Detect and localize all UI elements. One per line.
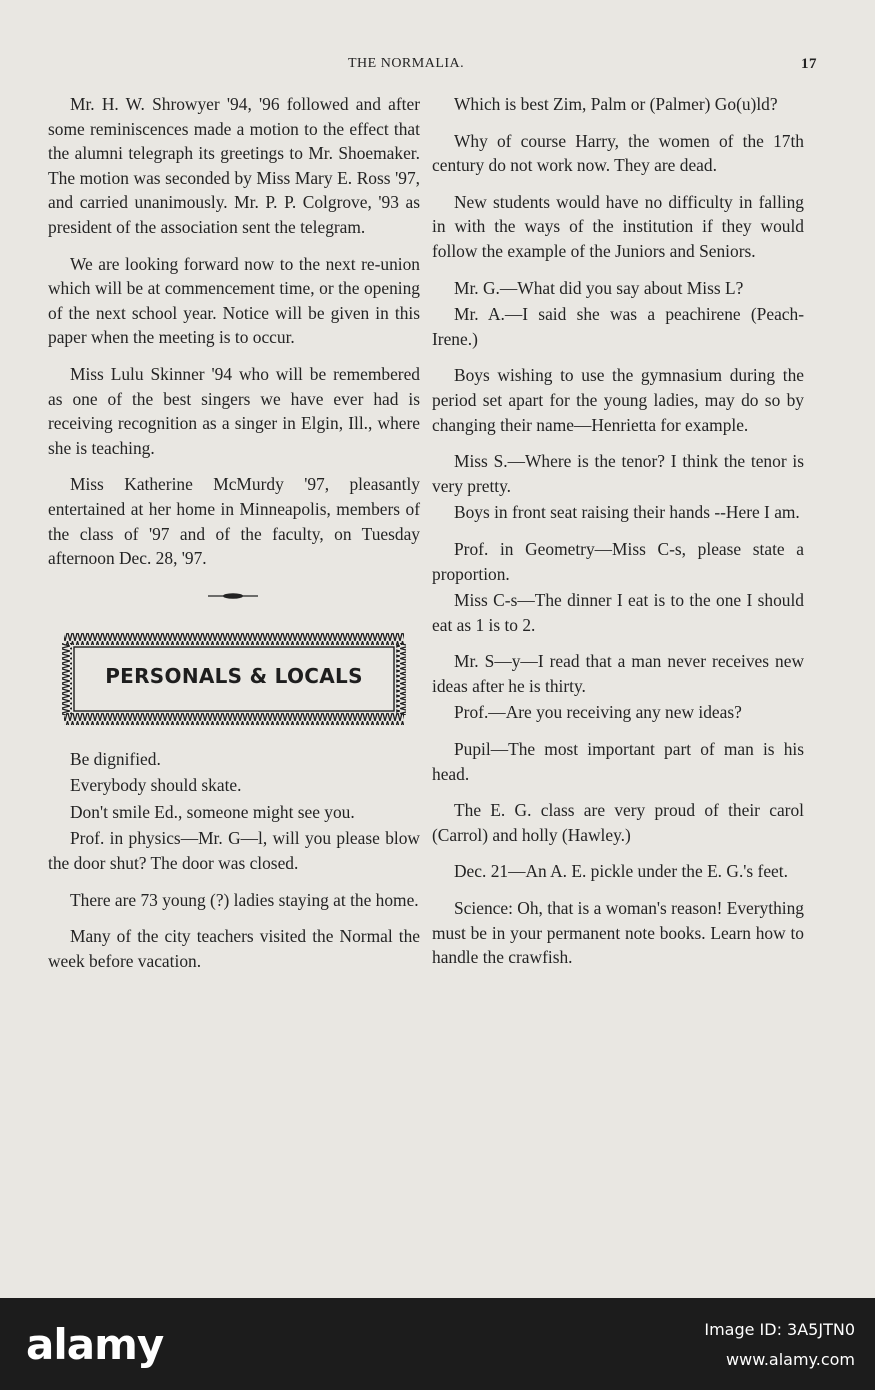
- dialogue-line: Prof. in Geometry—Miss C-s, please state a proportion.: [432, 538, 804, 584]
- dialogue-line: Miss S.—Where is the tenor? I think the tenor is very pretty.: [432, 451, 804, 496]
- paragraph-alumni-telegram: Mr. H. W. Shrowyer '94, '96 followed and after some reminiscences made a motion to the effect that the alumni telegraph its greetings to Mr. Shoemaker. The motion was seconded by Miss Mary E. Ross '97, and carried unanimously. Mr. P. P. Colgrove, '93 as president of the association sent the telegram.: [48, 94, 420, 237]
- page-number: 17: [801, 56, 817, 72]
- local-item: Boys wishing to use the gymnasium during the period set apart for the young ladies, may do so by changing their name—Henrietta for example.: [432, 365, 804, 435]
- dialogue-line: Mr. S—y—I read that a man never receives new ideas after he is thirty.: [432, 651, 804, 696]
- journal-title: THE NORMALIA.: [348, 56, 465, 71]
- dialogue-line: Prof.—Are you receiving any new ideas?: [454, 702, 742, 723]
- local-item: Why of course Harry, the women of the 17th century do not work now. They are dead.: [432, 130, 804, 176]
- right-column: [432, 92, 804, 982]
- banner-heading: PERSONALS & LOCALS: [105, 663, 363, 688]
- local-item: Dec. 21—An A. E. pickle under the E. G.'s feet.: [454, 861, 788, 882]
- divider-ornament: [48, 585, 420, 609]
- local-item: There are 73 young (?) ladies staying at the home.: [70, 889, 419, 910]
- local-item: Everybody should skate.: [70, 775, 242, 796]
- image-id-label: Image ID: 3A5JTN0: [704, 1320, 855, 1339]
- dialogue-line: Mr. A.—I said she was a peachirene (Peach-Irene.): [432, 304, 804, 349]
- local-item: Which is best Zim, Palm or (Palmer) Go(u)ld?: [454, 94, 778, 114]
- paragraph-reunion: We are looking forward now to the next re-union which will be at commencement time, or the opening of the next school year. Notice will be given in this paper when the meeting is to occur.: [48, 253, 420, 348]
- local-item: Pupil—The most important part of man is his head.: [432, 739, 804, 784]
- local-item: Don't smile Ed., someone might see you.: [70, 801, 355, 822]
- alamy-logo: alamy: [26, 1320, 164, 1369]
- page-header: [48, 56, 817, 76]
- left-column: [48, 92, 420, 985]
- paragraph-katherine-mcmurdy: Miss Katherine McMurdy '97, pleasantly entertained at her home in Minneapolis, members of the class of '97 and of the faculty, on Tuesday afternoon Dec. 28, '97.: [48, 474, 420, 569]
- dialogue-line: Boys in front seat raising their hands --Here I am.: [454, 502, 800, 523]
- local-item: The E. G. class are very proud of their carol (Carrol) and holly (Hawley.): [432, 800, 804, 845]
- dialogue-line: Mr. G.—What did you say about Miss L?: [454, 277, 744, 298]
- local-item: Prof. in physics—Mr. G—l, will you please blow the door shut? The door was closed.: [48, 828, 420, 874]
- personals-locals-banner: [60, 631, 408, 727]
- local-item: New students would have no difficulty in falling in with the ways of the institution if they would follow the example of the Juniors and Seniors.: [432, 191, 804, 261]
- site-url-link[interactable]: www.alamy.com: [726, 1350, 855, 1369]
- local-item: Be dignified.: [70, 748, 161, 769]
- paragraph-lulu-skinner: Miss Lulu Skinner '94 who will be remembered as one of the best singers we have ever had is receiving recognition as a singer in Elgin, Ill., where she is teaching.: [48, 363, 420, 458]
- local-item: Many of the city teachers visited the Normal the week before vacation.: [48, 926, 420, 971]
- local-item: Science: Oh, that is a woman's reason! Everything must be in your permanent note books. Learn how to handle the crawfish.: [432, 898, 804, 968]
- dialogue-line: Miss C-s—The dinner I eat is to the one I should eat as 1 is to 2.: [432, 590, 804, 635]
- stock-footer-bar: [0, 1298, 875, 1390]
